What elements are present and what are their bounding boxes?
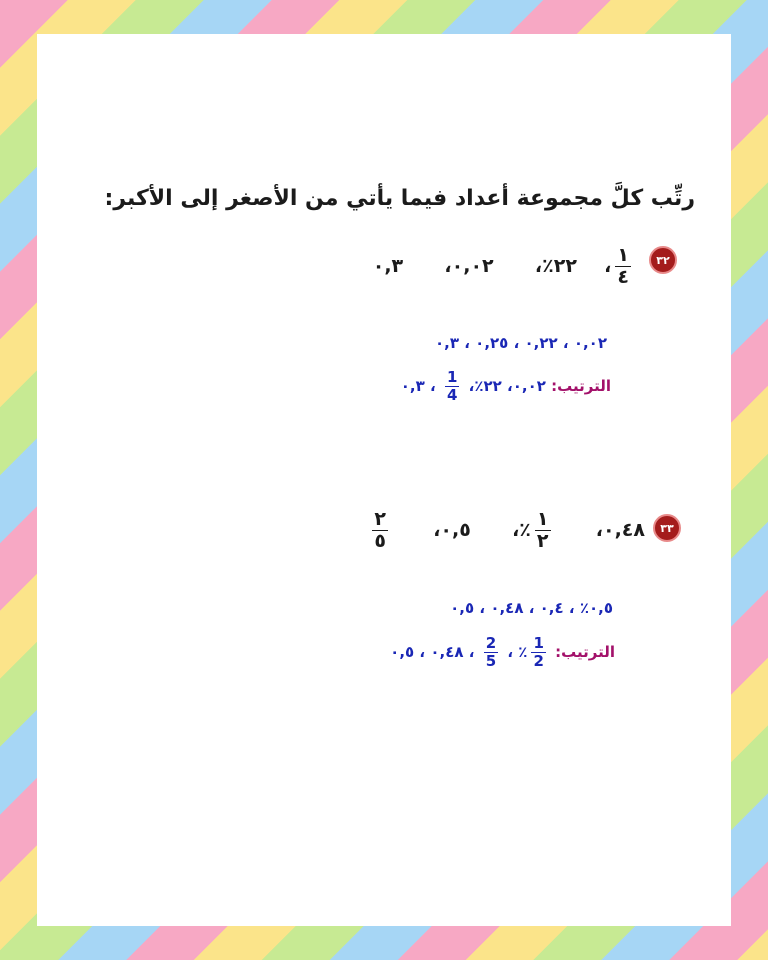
problem-number-badge: ٣٣ bbox=[653, 514, 681, 542]
decimal-value: ٠,٥ bbox=[440, 519, 471, 541]
fraction-denominator: ٢ bbox=[536, 530, 549, 552]
fraction-numerator: ١ bbox=[617, 244, 629, 266]
fraction-numerator: ٢ bbox=[374, 508, 386, 530]
ordering-line bbox=[390, 636, 615, 669]
separator: ، bbox=[512, 519, 520, 541]
separator: ، bbox=[507, 377, 513, 395]
ordered-fraction bbox=[531, 636, 545, 669]
percent-value: ٢٢٪ bbox=[542, 255, 577, 277]
decimal-value: ٠,٣ bbox=[372, 255, 404, 277]
fraction-denominator: ٤ bbox=[617, 266, 629, 288]
fraction-numerator: ١ bbox=[536, 508, 549, 530]
percent-sign: ٪ bbox=[518, 643, 528, 661]
separator: ، bbox=[534, 255, 543, 277]
percent-sign: ٪ bbox=[519, 519, 531, 541]
ordered-fraction bbox=[445, 370, 459, 403]
fraction-denominator: 4 bbox=[446, 386, 458, 404]
problem-32-numbers bbox=[373, 246, 635, 287]
separator: ، bbox=[430, 377, 436, 395]
fraction-denominator: 5 bbox=[485, 652, 497, 670]
fraction-numerator: 2 bbox=[485, 634, 497, 652]
separator: ، bbox=[595, 519, 603, 541]
fraction-numerator: 1 bbox=[533, 634, 544, 652]
fraction-denominator: 2 bbox=[533, 652, 544, 670]
separator: ، bbox=[468, 377, 475, 395]
problem-33-numbers bbox=[368, 510, 645, 551]
fraction bbox=[372, 510, 388, 551]
ordered-value: ٢٢٪ bbox=[474, 377, 502, 395]
fraction bbox=[535, 510, 551, 551]
ordering-line bbox=[401, 370, 611, 403]
ordered-values: ٠,٤٨ ، ٠,٥ bbox=[390, 643, 464, 661]
ordered-fraction bbox=[484, 636, 498, 669]
ordered-value: ٠,٠٢ bbox=[512, 377, 546, 395]
answer-decimals-line: ٠,٠٢ ، ٠,٢٢ ، ٠,٢٥ ، ٠,٣ bbox=[435, 334, 607, 352]
worksheet-page bbox=[37, 34, 731, 926]
decimal-value: ٠,٤٨ bbox=[602, 519, 645, 541]
separator: ، bbox=[444, 255, 452, 277]
separator: ، bbox=[507, 643, 514, 661]
ordering-label: الترتيب: bbox=[555, 643, 615, 661]
decimal-value: ٠,٠٢ bbox=[451, 255, 494, 277]
instruction-text: رتِّب كلَّ مجموعة أعداد فيما يأتي من الأصغر إلى الأكبر: bbox=[104, 186, 695, 211]
separator: ، bbox=[604, 255, 612, 277]
problem-number-badge: ٣٢ bbox=[649, 246, 677, 274]
separator: ، bbox=[468, 643, 475, 661]
ordering-label: الترتيب: bbox=[551, 377, 611, 395]
answer-decimals-line: ٠,٥٪ ، ٠,٤ ، ٠,٤٨ ، ٠,٥ bbox=[450, 599, 613, 617]
fraction-numerator: 1 bbox=[446, 368, 458, 386]
ordered-value: ٠,٣ bbox=[400, 377, 425, 395]
fraction bbox=[615, 246, 631, 287]
fraction-denominator: ٥ bbox=[374, 530, 386, 552]
separator: ، bbox=[433, 519, 441, 541]
